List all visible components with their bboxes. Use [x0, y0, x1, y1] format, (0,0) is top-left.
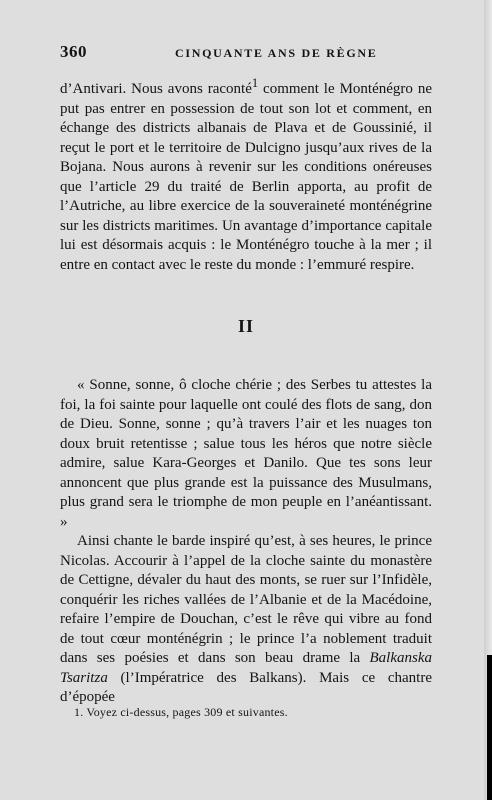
footnote-reference: 1	[251, 76, 259, 90]
quoted-poem-paragraph: « Sonne, sonne, ô cloche chérie ; des Serbes tu attestes la foi, la foi sainte pour laquelle ont coulé des flots de sang, don de Dieu. Sonne, sonne ; qu’à travers l’air et les nuages ton doux bruit retentisse ; salue tous les héros que notre siècle admire, salue Kara-Georges et Danilo. Que tes sons leur annoncent que plus grande est la puissance des Musulmans, plus grand sera le triomphe de mon peuple en l’anéantissant. »	[60, 377, 432, 530]
scan-margin-mark	[487, 655, 492, 800]
paragraph-3	[60, 532, 432, 708]
paragraph-3-continuation: (l’Impératrice des Balkans). Mais ce chantre d’épopée	[60, 669, 432, 705]
second-text-block	[60, 376, 432, 708]
running-title: CINQUANTE ANS DE RÈGNE	[175, 46, 378, 60]
section-number: II	[237, 316, 254, 336]
footnote	[74, 705, 288, 720]
first-text-block	[60, 74, 432, 275]
footnote-text: Voyez ci-dessus, pages 309 et suivantes.	[83, 705, 288, 719]
paragraph-1-continuation: comment le Monténégro ne put pas entrer en possession de tout son lot et comment, en échange des districts albanais de Plava et de Goussinié, il reçut le port et le territoire de Dulcigno jusqu’aux rives de la Bojana. Nous aurons à revenir sur les conditions onéreuses que l’article 29 du traité de Berlin apporta, au profit de l’Autriche, au libre exercice de la souveraineté monténégrine sur les districts maritimes. Un avantage d’importance capitale lui est désormais acquis : le Monténégro touche à la mer ; il entre en contact avec le reste du monde : l’emmuré respire.	[60, 81, 432, 273]
drama-title: Balkanska Tsaritza	[60, 650, 432, 686]
page-header	[60, 42, 430, 62]
paragraph-1	[60, 74, 432, 275]
paragraph-1-start: d’Antivari. Nous avons raconté	[60, 81, 252, 97]
paragraph-3-start: Ainsi chante le barde inspiré qu’est, à ses heures, le prince Nicolas. Accourir à l’appel de la cloche sainte du monastère de Cettigne, dévaler du haut des monts, se ruer sur l’Infidèle, conquérir les riches vallées de l’Albanie et de la Macédoine, refaire l’empire de Douchan, c’est le rêve qui vibre au fond de tout cœur monténégrin ; le prince l’a noblement traduit dans ses poésies et dans son beau drame la	[60, 533, 432, 666]
footnote-number: 1.	[74, 705, 84, 719]
page-number: 360	[60, 42, 87, 61]
